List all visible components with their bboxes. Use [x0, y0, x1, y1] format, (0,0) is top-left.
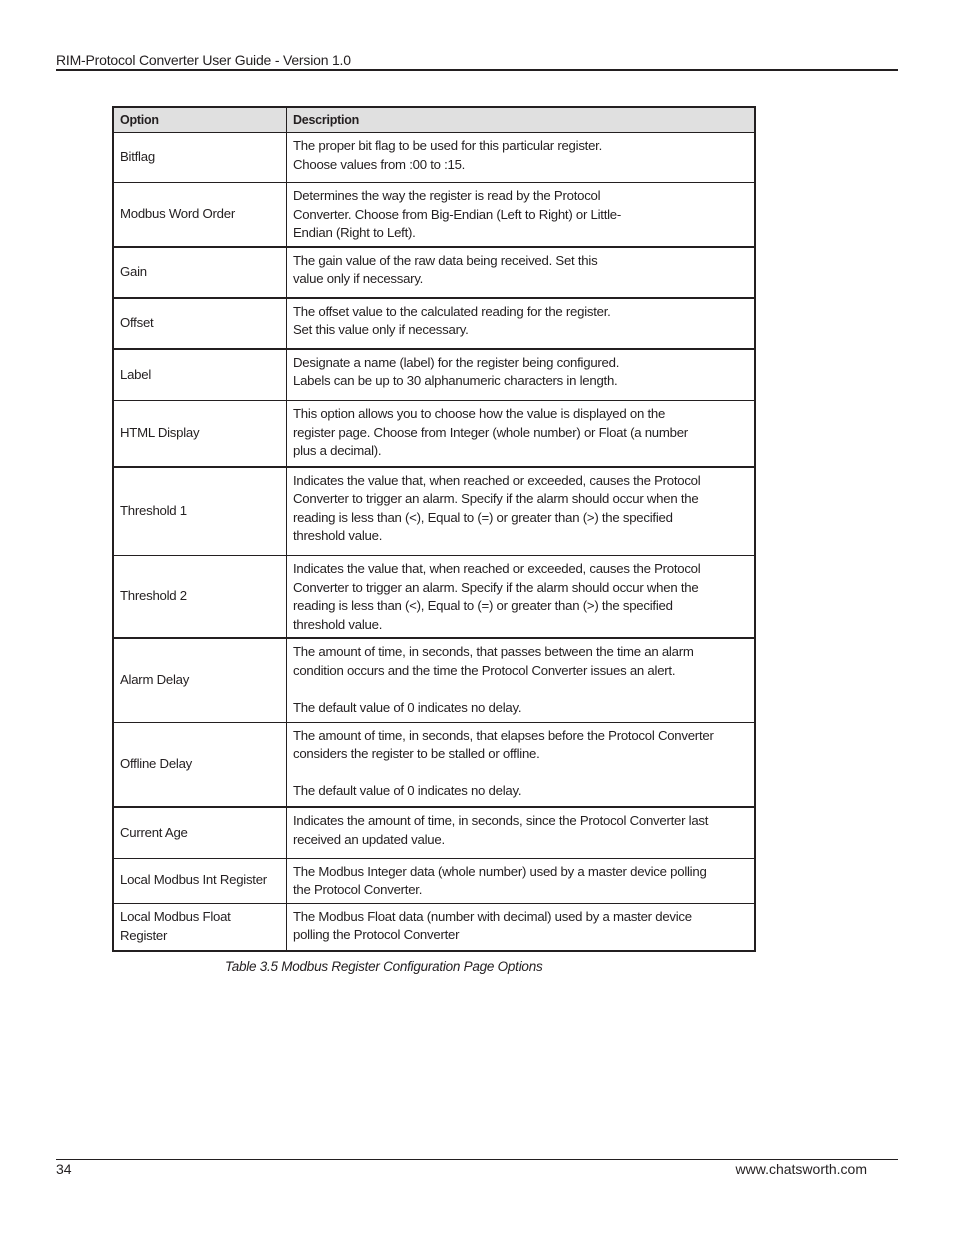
description-line: Indicates the value that, when reached or exceeded, causes the Protocol	[293, 561, 701, 576]
description-cell	[287, 349, 756, 401]
option-cell: Bitflag	[113, 133, 287, 183]
table-row	[113, 858, 755, 903]
description-line: Choose values from :00 to :15.	[293, 156, 466, 172]
option-cell: Modbus Word Order	[113, 183, 287, 247]
table-row	[113, 467, 755, 556]
description-line: register page. Choose from Integer (whole number) or Float (a number	[293, 424, 688, 440]
option-cell: Alarm Delay	[113, 638, 287, 722]
option-cell: Local Modbus Int Register	[113, 858, 287, 903]
option-cell: Offset	[113, 298, 287, 349]
description-line: condition occurs and the time the Protocol Converter issues an alert.	[293, 662, 676, 678]
description-cell	[287, 556, 756, 639]
table-header-row	[113, 107, 755, 133]
footer-divider	[56, 1159, 898, 1160]
option-cell: HTML Display	[113, 401, 287, 467]
table-row	[113, 298, 755, 349]
description-line: threshold value.	[293, 528, 383, 543]
description-line: The Modbus Float data (number with decimal) used by a master device	[293, 908, 692, 924]
option-cell: Local Modbus Float Register	[113, 903, 287, 951]
description-line: Indicates the value that, when reached or exceeded, causes the Protocol	[293, 472, 701, 488]
description-line: polling the Protocol Converter	[293, 927, 460, 942]
table-row	[113, 183, 755, 247]
description-cell	[287, 298, 756, 349]
description-line: the Protocol Converter.	[293, 882, 423, 897]
description-line: plus a decimal).	[293, 443, 382, 458]
table-row	[113, 638, 755, 722]
description-line: reading is less than (<), Equal to (=) or greater than (>) the specified	[293, 598, 673, 613]
table-row	[113, 401, 755, 467]
table-row	[113, 247, 755, 298]
table-row	[113, 807, 755, 858]
description-line: The amount of time, in seconds, that passes between the time an alarm	[293, 644, 694, 659]
description-line: The Modbus Integer data (whole number) used by a master device polling	[293, 863, 707, 879]
description-line: reading is less than (<), Equal to (=) or greater than (>) the specified	[293, 509, 673, 525]
table-row	[113, 133, 755, 183]
table-row	[113, 556, 755, 639]
description-cell	[287, 722, 756, 807]
description-line: This option allows you to choose how the value is displayed on the	[293, 406, 666, 421]
description-line: Converter to trigger an alarm. Specify if the alarm should occur when the	[293, 491, 699, 506]
page-header	[56, 52, 898, 71]
description-line: threshold value.	[293, 616, 383, 632]
description-line: Converter. Choose from Big-Endian (Left to Right) or Little-	[293, 206, 622, 222]
column-header-description: Description	[287, 107, 756, 133]
description-line: Set this value only if necessary.	[293, 322, 469, 337]
description-line: Indicates the amount of time, in seconds, since the Protocol Converter last	[293, 813, 709, 828]
description-cell	[287, 638, 756, 722]
description-cell	[287, 903, 756, 951]
page-number: 34	[56, 1161, 72, 1177]
table-caption: Table 3.5 Modbus Register Configuration Page Options	[225, 959, 543, 974]
options-table	[112, 106, 756, 952]
table-body	[113, 133, 755, 952]
description-line: considers the register to be stalled or offline.	[293, 746, 540, 761]
table-row	[113, 722, 755, 807]
description-line: Labels can be up to 30 alphanumeric characters in length.	[293, 373, 618, 388]
description-line: The gain value of the raw data being received. Set this	[293, 252, 598, 268]
table-row	[113, 903, 755, 951]
description-line: The amount of time, in seconds, that elapses before the Protocol Converter	[293, 727, 714, 743]
description-line: received an updated value.	[293, 831, 445, 847]
description-cell	[287, 467, 756, 556]
option-cell: Gain	[113, 247, 287, 298]
option-cell: Current Age	[113, 807, 287, 858]
option-cell: Threshold 1	[113, 467, 287, 556]
option-cell: Label	[113, 349, 287, 401]
description-line: Designate a name (label) for the register being configured.	[293, 354, 620, 370]
description-line: The proper bit flag to be used for this particular register.	[293, 138, 602, 153]
description-line: The offset value to the calculated reading for the register.	[293, 303, 611, 319]
option-cell: Threshold 2	[113, 556, 287, 639]
description-cell	[287, 858, 756, 903]
description-cell	[287, 133, 756, 183]
website-url: www.chatsworth.com	[735, 1161, 867, 1177]
description-cell	[287, 183, 756, 247]
column-header-option: Option	[113, 107, 287, 133]
description-cell	[287, 401, 756, 467]
description-line: Converter to trigger an alarm. Specify if the alarm should occur when the	[293, 579, 699, 595]
document-title: RIM-Protocol Converter User Guide - Version 1.0	[56, 52, 351, 68]
description-cell	[287, 247, 756, 298]
description-line: value only if necessary.	[293, 271, 424, 286]
description-line: Endian (Right to Left).	[293, 225, 416, 240]
description-cell	[287, 807, 756, 858]
description-line: The default value of 0 indicates no delay.	[293, 699, 522, 715]
description-line: Determines the way the register is read by the Protocol	[293, 188, 601, 203]
table-row	[113, 349, 755, 401]
description-line: The default value of 0 indicates no delay.	[293, 783, 522, 798]
description-spacer	[293, 764, 748, 783]
description-spacer	[293, 680, 748, 699]
option-cell: Offline Delay	[113, 722, 287, 807]
